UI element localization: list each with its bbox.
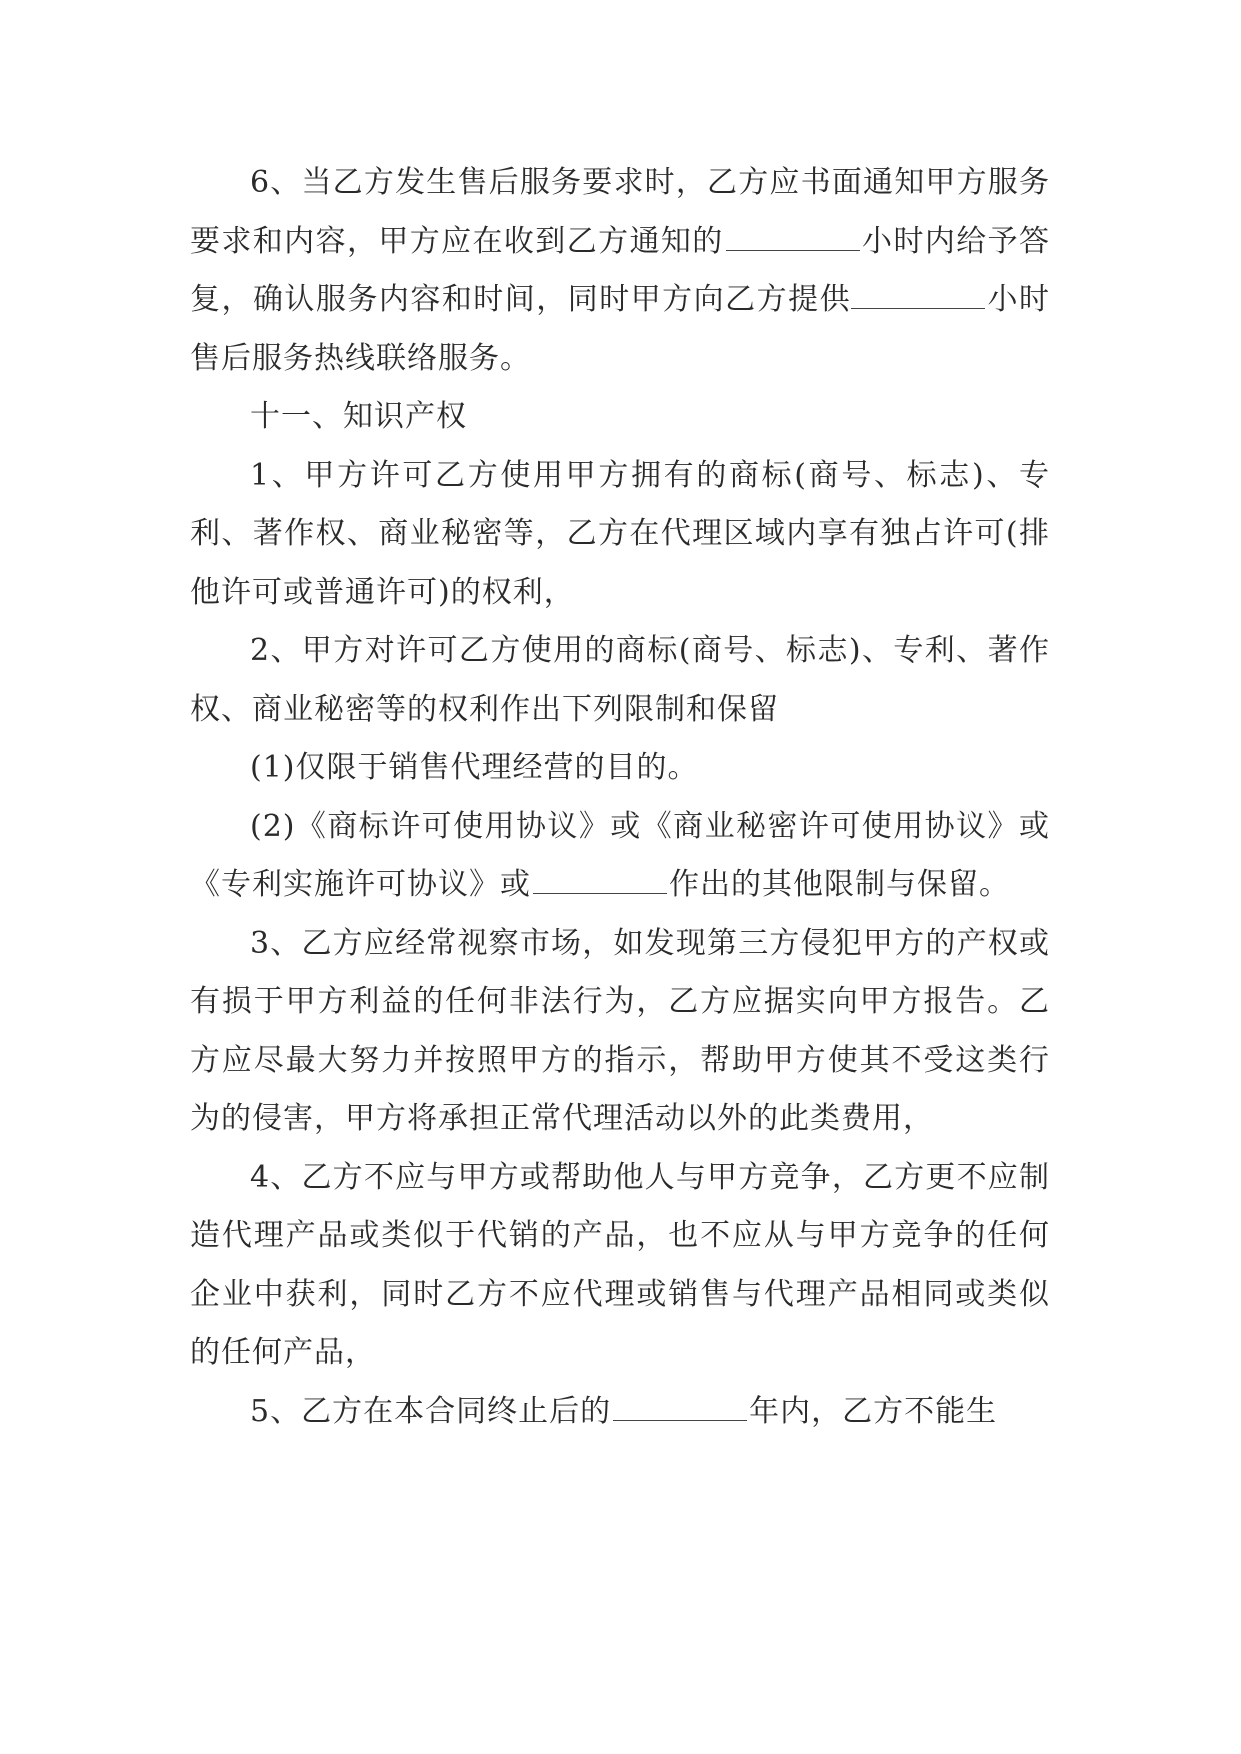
paragraph-text: 年内，乙方不能生 xyxy=(749,1393,998,1429)
paragraph-text: (2)《商标许可使用协议》或《商业秘密许可使用协议》或《专利实施许可协议》或 xyxy=(190,808,1050,902)
paragraph-text: 小时内给予答复，确认服务内容和时间，同时甲方向乙方提供 xyxy=(190,223,1051,317)
fill-blank-hours-reply[interactable] xyxy=(726,222,860,251)
paragraph-text: 作出的其他限制与保留。 xyxy=(669,867,1010,902)
paragraph-market-inspection: 3、乙方应经常视察市场，如发现第三方侵犯甲方的产权或有损于甲方利益的任何非法行为，乙方应据实向甲方报告。乙方应尽最大努力并按照甲方的指示，帮助甲方使其不受这类行为的侵害，甲方将承担正常代理活动以外的此类费用， xyxy=(190,925,1050,1136)
paragraph-non-compete: 4、乙方不应与甲方或帮助他人与甲方竞争，乙方更不应制造代理产品或类似于代销的产品，也不应从与甲方竞争的任何企业中获利，同时乙方不应代理或销售与代理产品相同或类似的任何产品， xyxy=(190,1159,1050,1370)
paragraph-text: 小时售后服务热线联络服务。 xyxy=(190,282,1051,376)
paragraph-after-sales xyxy=(190,154,1050,388)
paragraph-text: 6、当乙方发生售后服务要求时，乙方应书面通知甲方服务要求和内容，甲方应在收到乙方通知的 xyxy=(190,165,1050,259)
document-page xyxy=(190,154,1050,1441)
paragraph-restriction-1: (1)仅限于销售代理经营的目的。 xyxy=(250,750,699,785)
paragraph-restrictions: 2、甲方对许可乙方使用的商标(商号、标志)、专利、著作权、商业秘密等的权利作出下列限制和保留 xyxy=(190,633,1050,727)
section-heading-ip: 十一、知识产权 xyxy=(250,399,467,434)
paragraph-text: 5、乙方在本合同终止后的 xyxy=(250,1393,612,1429)
fill-blank-years[interactable] xyxy=(613,1392,747,1421)
paragraph-restriction-2 xyxy=(190,798,1050,915)
fill-blank-other-agreement[interactable] xyxy=(533,865,667,894)
fill-blank-hotline-hours[interactable] xyxy=(851,280,985,309)
paragraph-post-termination xyxy=(190,1383,1050,1442)
paragraph-license: 1、甲方许可乙方使用甲方拥有的商标(商号、标志)、专利、著作权、商业秘密等，乙方在代理区域内享有独占许可(排他许可或普通许可)的权利， xyxy=(190,457,1050,610)
